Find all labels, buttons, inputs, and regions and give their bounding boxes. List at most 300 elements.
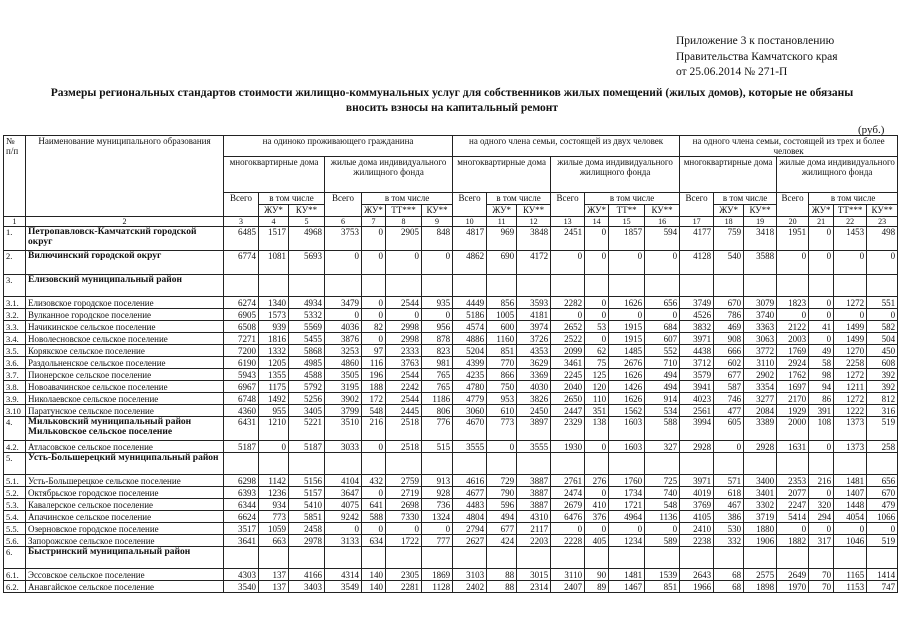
value-cell bbox=[714, 275, 744, 297]
value-cell: 955 bbox=[259, 405, 289, 417]
value-cell: 1930 bbox=[551, 441, 585, 453]
column-number: 11 bbox=[487, 217, 517, 227]
value-cell: 6344 bbox=[224, 499, 259, 511]
value-cell: 94 bbox=[809, 381, 834, 393]
value-cell: 618 bbox=[714, 487, 744, 499]
table-row bbox=[4, 535, 898, 547]
header-incl: в том числе bbox=[809, 193, 898, 205]
value-cell: 88 bbox=[487, 581, 517, 593]
value-cell: 410 bbox=[585, 499, 609, 511]
value-cell: 4574 bbox=[453, 321, 487, 333]
column-number: 16 bbox=[645, 217, 680, 227]
table-body bbox=[4, 227, 898, 593]
value-cell: 1626 bbox=[609, 297, 645, 309]
row-number: 5. bbox=[4, 453, 26, 475]
value-cell: 1211 bbox=[834, 381, 867, 393]
value-cell: 4616 bbox=[453, 475, 487, 487]
value-cell: 3848 bbox=[517, 227, 551, 251]
value-cell: 1915 bbox=[609, 321, 645, 333]
value-cell: 2518 bbox=[386, 417, 422, 441]
value-cell: 6774 bbox=[224, 251, 259, 275]
value-cell: 4985 bbox=[289, 357, 325, 369]
value-cell: 571 bbox=[714, 475, 744, 487]
value-cell: 1966 bbox=[680, 581, 714, 593]
value-cell: 3897 bbox=[517, 417, 551, 441]
value-cell: 2077 bbox=[777, 487, 809, 499]
value-cell: 953 bbox=[487, 393, 517, 405]
column-number: 5 bbox=[289, 217, 325, 227]
value-cell: 4964 bbox=[609, 511, 645, 523]
value-cell: 2000 bbox=[777, 417, 809, 441]
value-cell: 4779 bbox=[453, 393, 487, 405]
header-zhu: ЖУ* bbox=[362, 205, 386, 217]
value-cell bbox=[777, 453, 809, 475]
value-cell: 3826 bbox=[517, 393, 551, 405]
value-cell: 0 bbox=[585, 487, 609, 499]
municipality-name: Усть-Большерецкий муниципальный район bbox=[26, 453, 224, 475]
value-cell: 2924 bbox=[777, 357, 809, 369]
value-cell: 0 bbox=[777, 309, 809, 321]
value-cell: 5455 bbox=[289, 333, 325, 345]
value-cell: 725 bbox=[645, 475, 680, 487]
appendix-line-1: Приложение 3 к постановлению bbox=[676, 35, 835, 47]
value-cell: 0 bbox=[645, 251, 680, 275]
value-cell: 68 bbox=[714, 581, 744, 593]
value-cell: 5186 bbox=[453, 309, 487, 321]
value-cell bbox=[867, 453, 898, 475]
row-number: 3.8. bbox=[4, 381, 26, 393]
municipality-name: Петропавловск-Камчатский городской округ bbox=[26, 227, 224, 251]
value-cell: 5569 bbox=[289, 321, 325, 333]
municipality-name: Апачинское сельское поселение bbox=[26, 511, 224, 523]
value-cell: 4886 bbox=[453, 333, 487, 345]
value-cell: 587 bbox=[714, 381, 744, 393]
value-cell bbox=[362, 453, 386, 475]
value-cell: 0 bbox=[867, 309, 898, 321]
value-cell bbox=[289, 453, 325, 475]
value-cell: 851 bbox=[645, 581, 680, 593]
value-cell: 494 bbox=[645, 381, 680, 393]
value-cell: 1272 bbox=[834, 393, 867, 405]
value-cell: 4128 bbox=[680, 251, 714, 275]
value-cell: 216 bbox=[362, 417, 386, 441]
value-cell: 1906 bbox=[744, 535, 777, 547]
title-line-1: Размеры региональных стандартов стоимости жилищно-коммунальных услуг для собственников жилых помещений (жилых домов), которые не обязаны bbox=[50, 87, 854, 99]
municipality-name: Анавгайское сельское поселение bbox=[26, 581, 224, 593]
value-cell: 7271 bbox=[224, 333, 259, 345]
value-cell: 670 bbox=[714, 297, 744, 309]
value-cell: 0 bbox=[609, 523, 645, 535]
value-cell: 0 bbox=[422, 251, 453, 275]
header-mkd-1: многоквартирные дома bbox=[224, 157, 325, 193]
value-cell: 2978 bbox=[289, 535, 325, 547]
value-cell: 607 bbox=[645, 333, 680, 345]
value-cell bbox=[744, 547, 777, 569]
value-cell: 41 bbox=[809, 321, 834, 333]
value-cell bbox=[422, 453, 453, 475]
value-cell: 1059 bbox=[259, 523, 289, 535]
municipality-name: Новоавачинское сельское поселение bbox=[26, 381, 224, 393]
value-cell: 1882 bbox=[777, 535, 809, 547]
value-cell: 0 bbox=[777, 523, 809, 535]
municipality-name: Атласовское сельское поселение bbox=[26, 441, 224, 453]
value-cell: 1898 bbox=[744, 581, 777, 593]
value-cell: 1272 bbox=[834, 369, 867, 381]
value-cell: 3772 bbox=[744, 345, 777, 357]
value-cell: 3641 bbox=[224, 535, 259, 547]
table-row bbox=[4, 357, 898, 369]
value-cell bbox=[609, 275, 645, 297]
value-cell: 392 bbox=[867, 369, 898, 381]
municipality-name: Елизовское городское поселение bbox=[26, 297, 224, 309]
value-cell: 0 bbox=[259, 441, 289, 453]
value-cell bbox=[744, 453, 777, 475]
value-cell: 216 bbox=[809, 475, 834, 487]
value-cell: 5332 bbox=[289, 309, 325, 321]
document-title bbox=[12, 86, 892, 115]
value-cell: 2040 bbox=[551, 381, 585, 393]
value-cell: 1222 bbox=[834, 405, 867, 417]
value-cell: 596 bbox=[487, 499, 517, 511]
value-cell: 2170 bbox=[777, 393, 809, 405]
row-number: 5.2. bbox=[4, 487, 26, 499]
value-cell bbox=[517, 547, 551, 569]
table-row bbox=[4, 275, 898, 297]
value-cell: 376 bbox=[585, 511, 609, 523]
value-cell bbox=[422, 547, 453, 569]
value-cell: 3505 bbox=[325, 369, 362, 381]
row-number: 1. bbox=[4, 227, 26, 251]
value-cell: 2447 bbox=[551, 405, 585, 417]
value-cell: 2544 bbox=[386, 393, 422, 405]
value-cell: 88 bbox=[487, 569, 517, 581]
value-cell: 316 bbox=[867, 405, 898, 417]
table-row bbox=[4, 475, 898, 487]
value-cell: 2650 bbox=[551, 393, 585, 405]
value-cell: 320 bbox=[809, 499, 834, 511]
value-cell: 4030 bbox=[517, 381, 551, 393]
column-number: 19 bbox=[744, 217, 777, 227]
table-row bbox=[4, 523, 898, 535]
value-cell: 1631 bbox=[777, 441, 809, 453]
value-cell: 432 bbox=[362, 475, 386, 487]
value-cell: 0 bbox=[362, 523, 386, 535]
value-cell: 2353 bbox=[777, 475, 809, 487]
column-number: 1 bbox=[4, 217, 26, 227]
value-cell bbox=[645, 453, 680, 475]
value-cell: 477 bbox=[714, 405, 744, 417]
header-ku: КУ** bbox=[744, 205, 777, 217]
value-cell: 5851 bbox=[289, 511, 325, 523]
row-number: 4. bbox=[4, 417, 26, 441]
value-cell: 1355 bbox=[259, 369, 289, 381]
value-cell: 479 bbox=[867, 499, 898, 511]
value-cell: 0 bbox=[585, 297, 609, 309]
value-cell: 1414 bbox=[867, 569, 898, 581]
value-cell: 2719 bbox=[386, 487, 422, 499]
value-cell: 776 bbox=[422, 417, 453, 441]
value-cell: 1407 bbox=[834, 487, 867, 499]
value-cell: 2333 bbox=[386, 345, 422, 357]
row-number: 3. bbox=[4, 275, 26, 297]
value-cell: 0 bbox=[809, 227, 834, 251]
value-cell: 0 bbox=[585, 523, 609, 535]
value-cell: 424 bbox=[487, 535, 517, 547]
value-cell: 602 bbox=[714, 357, 744, 369]
value-cell: 0 bbox=[809, 309, 834, 321]
value-cell: 6748 bbox=[224, 393, 259, 405]
row-number: 6.2. bbox=[4, 581, 26, 593]
value-cell: 68 bbox=[714, 569, 744, 581]
value-cell: 777 bbox=[422, 535, 453, 547]
value-cell: 317 bbox=[809, 535, 834, 547]
value-cell: 3887 bbox=[517, 487, 551, 499]
value-cell: 120 bbox=[585, 381, 609, 393]
table-row bbox=[4, 309, 898, 321]
value-cell: 2643 bbox=[680, 569, 714, 581]
column-number: 21 bbox=[809, 217, 834, 227]
value-cell: 0 bbox=[362, 441, 386, 453]
value-cell: 3389 bbox=[744, 417, 777, 441]
municipality-name: Новолесновское сельское поселение bbox=[26, 333, 224, 345]
value-cell: 2122 bbox=[777, 321, 809, 333]
value-cell: 392 bbox=[867, 381, 898, 393]
value-cell: 1722 bbox=[386, 535, 422, 547]
value-cell: 294 bbox=[809, 511, 834, 523]
value-cell: 1573 bbox=[259, 309, 289, 321]
value-cell: 3363 bbox=[744, 321, 777, 333]
value-cell: 540 bbox=[714, 251, 744, 275]
value-cell: 3902 bbox=[325, 393, 362, 405]
value-cell: 0 bbox=[551, 251, 585, 275]
column-number: 7 bbox=[362, 217, 386, 227]
value-cell: 610 bbox=[487, 405, 517, 417]
value-cell: 3510 bbox=[325, 417, 362, 441]
value-cell: 2451 bbox=[551, 227, 585, 251]
value-cell: 823 bbox=[422, 345, 453, 357]
value-cell: 1160 bbox=[487, 333, 517, 345]
value-cell: 812 bbox=[867, 393, 898, 405]
value-cell: 3277 bbox=[744, 393, 777, 405]
value-cell: 3876 bbox=[325, 333, 362, 345]
value-cell: 1857 bbox=[609, 227, 645, 251]
value-cell bbox=[325, 547, 362, 569]
value-cell: 588 bbox=[362, 511, 386, 523]
value-cell: 494 bbox=[487, 511, 517, 523]
value-cell: 2247 bbox=[777, 499, 809, 511]
value-cell: 3405 bbox=[289, 405, 325, 417]
value-cell: 7200 bbox=[224, 345, 259, 357]
value-cell: 196 bbox=[362, 369, 386, 381]
value-cell: 1697 bbox=[777, 381, 809, 393]
value-cell: 0 bbox=[867, 523, 898, 535]
value-cell: 3941 bbox=[680, 381, 714, 393]
header-incl: в том числе bbox=[362, 193, 453, 205]
currency-unit: (руб.) bbox=[858, 124, 885, 136]
municipality-name: Вулканное городское поселение bbox=[26, 309, 224, 321]
row-number: 5.4. bbox=[4, 511, 26, 523]
value-cell: 58 bbox=[809, 357, 834, 369]
value-cell: 0 bbox=[386, 523, 422, 535]
value-cell: 1153 bbox=[834, 581, 867, 593]
value-cell: 0 bbox=[714, 441, 744, 453]
value-cell: 519 bbox=[867, 417, 898, 441]
value-cell: 552 bbox=[645, 345, 680, 357]
value-cell: 3994 bbox=[680, 417, 714, 441]
value-cell: 4023 bbox=[680, 393, 714, 405]
value-cell bbox=[289, 547, 325, 569]
value-cell: 0 bbox=[867, 251, 898, 275]
value-cell: 2099 bbox=[551, 345, 585, 357]
value-cell bbox=[362, 547, 386, 569]
value-cell bbox=[224, 453, 259, 475]
header-no: № п/п bbox=[4, 136, 26, 217]
header-zhu: ЖУ* bbox=[585, 205, 609, 217]
value-cell: 1210 bbox=[259, 417, 289, 441]
value-cell: 939 bbox=[259, 321, 289, 333]
municipality-name: Вилючинский городской округ bbox=[26, 251, 224, 275]
municipality-name: Мильковский муниципальный район Мильковское сельское поселение bbox=[26, 417, 224, 441]
value-cell: 3418 bbox=[744, 227, 777, 251]
value-cell: 332 bbox=[714, 535, 744, 547]
column-number: 17 bbox=[680, 217, 714, 227]
header-ku: КУ** bbox=[645, 205, 680, 217]
value-cell: 4075 bbox=[325, 499, 362, 511]
value-cell: 656 bbox=[867, 475, 898, 487]
column-number: 2 bbox=[26, 217, 224, 227]
value-cell: 1626 bbox=[609, 393, 645, 405]
value-cell: 740 bbox=[645, 487, 680, 499]
value-cell: 729 bbox=[487, 475, 517, 487]
value-cell: 2522 bbox=[551, 333, 585, 345]
table-row bbox=[4, 581, 898, 593]
value-cell: 1005 bbox=[487, 309, 517, 321]
value-cell: 4177 bbox=[680, 227, 714, 251]
header-total: Всего bbox=[777, 193, 809, 217]
value-cell: 3549 bbox=[325, 581, 362, 593]
value-cell: 0 bbox=[551, 309, 585, 321]
value-cell bbox=[680, 275, 714, 297]
value-cell: 2759 bbox=[386, 475, 422, 487]
value-cell: 3103 bbox=[453, 569, 487, 581]
value-cell: 710 bbox=[645, 357, 680, 369]
value-cell: 928 bbox=[422, 487, 453, 499]
value-cell bbox=[777, 547, 809, 569]
value-cell: 1492 bbox=[259, 393, 289, 405]
value-cell: 4235 bbox=[453, 369, 487, 381]
value-cell: 1823 bbox=[777, 297, 809, 309]
value-cell: 3060 bbox=[453, 405, 487, 417]
municipality-name: Пионерское сельское поселение bbox=[26, 369, 224, 381]
value-cell: 1136 bbox=[645, 511, 680, 523]
value-cell: 2928 bbox=[680, 441, 714, 453]
value-cell: 3753 bbox=[325, 227, 362, 251]
value-cell: 4526 bbox=[680, 309, 714, 321]
header-ku: КУ** bbox=[517, 205, 551, 217]
value-cell: 5157 bbox=[289, 487, 325, 499]
value-cell: 3133 bbox=[325, 535, 362, 547]
municipality-name: Корякское сельское поселение bbox=[26, 345, 224, 357]
value-cell bbox=[714, 453, 744, 475]
value-cell: 2998 bbox=[386, 333, 422, 345]
value-cell: 515 bbox=[422, 441, 453, 453]
value-cell: 0 bbox=[325, 309, 362, 321]
value-cell: 6190 bbox=[224, 357, 259, 369]
header-tt: ТТ** bbox=[609, 205, 645, 217]
value-cell: 3740 bbox=[744, 309, 777, 321]
value-cell: 1481 bbox=[609, 569, 645, 581]
value-cell: 4934 bbox=[289, 297, 325, 309]
value-cell: 956 bbox=[422, 321, 453, 333]
value-cell: 4172 bbox=[517, 251, 551, 275]
value-cell: 1046 bbox=[834, 535, 867, 547]
row-number: 4.2. bbox=[4, 441, 26, 453]
municipality-name: Усть-Большерецкое сельское поселение bbox=[26, 475, 224, 487]
value-cell: 3479 bbox=[325, 297, 362, 309]
value-cell: 4105 bbox=[680, 511, 714, 523]
row-number: 3.10 bbox=[4, 405, 26, 417]
column-number: 9 bbox=[422, 217, 453, 227]
value-cell: 405 bbox=[585, 535, 609, 547]
value-cell: 3195 bbox=[325, 381, 362, 393]
value-cell: 1880 bbox=[744, 523, 777, 535]
header-group-two: на одного члена семьи, состоящей из двух человек bbox=[453, 136, 680, 157]
column-number: 3 bbox=[224, 217, 259, 227]
header-incl: в том числе bbox=[585, 193, 680, 205]
value-cell: 551 bbox=[867, 297, 898, 309]
value-cell: 1603 bbox=[609, 417, 645, 441]
value-cell: 1467 bbox=[609, 581, 645, 593]
value-cell: 1603 bbox=[609, 441, 645, 453]
header-zhu: ЖУ* bbox=[259, 205, 289, 217]
header-ku: КУ** bbox=[867, 205, 898, 217]
value-cell: 600 bbox=[487, 321, 517, 333]
value-cell: 1929 bbox=[777, 405, 809, 417]
value-cell: 3749 bbox=[680, 297, 714, 309]
value-cell: 4677 bbox=[453, 487, 487, 499]
value-cell bbox=[777, 275, 809, 297]
value-cell: 1762 bbox=[777, 369, 809, 381]
value-cell: 4780 bbox=[453, 381, 487, 393]
value-cell: 3647 bbox=[325, 487, 362, 499]
value-cell: 1915 bbox=[609, 333, 645, 345]
value-cell: 276 bbox=[585, 475, 609, 487]
value-cell: 49 bbox=[809, 345, 834, 357]
value-cell: 467 bbox=[714, 499, 744, 511]
value-cell bbox=[362, 275, 386, 297]
value-cell: 6485 bbox=[224, 227, 259, 251]
header-total: Всего bbox=[325, 193, 362, 217]
value-cell bbox=[517, 275, 551, 297]
value-cell: 773 bbox=[487, 417, 517, 441]
value-cell: 62 bbox=[585, 345, 609, 357]
value-cell: 4181 bbox=[517, 309, 551, 321]
value-cell bbox=[714, 547, 744, 569]
value-cell: 0 bbox=[362, 487, 386, 499]
value-cell: 747 bbox=[867, 581, 898, 593]
value-cell: 3540 bbox=[224, 581, 259, 593]
municipality-name: Елизовский муниципальный район bbox=[26, 275, 224, 297]
value-cell: 1165 bbox=[834, 569, 867, 581]
value-cell: 0 bbox=[422, 523, 453, 535]
value-cell: 1721 bbox=[609, 499, 645, 511]
value-cell bbox=[809, 275, 834, 297]
value-cell: 806 bbox=[422, 405, 453, 417]
value-cell: 2445 bbox=[386, 405, 422, 417]
header-name: Наименование муниципального образования bbox=[26, 136, 224, 217]
value-cell: 2238 bbox=[680, 535, 714, 547]
table-row bbox=[4, 405, 898, 417]
